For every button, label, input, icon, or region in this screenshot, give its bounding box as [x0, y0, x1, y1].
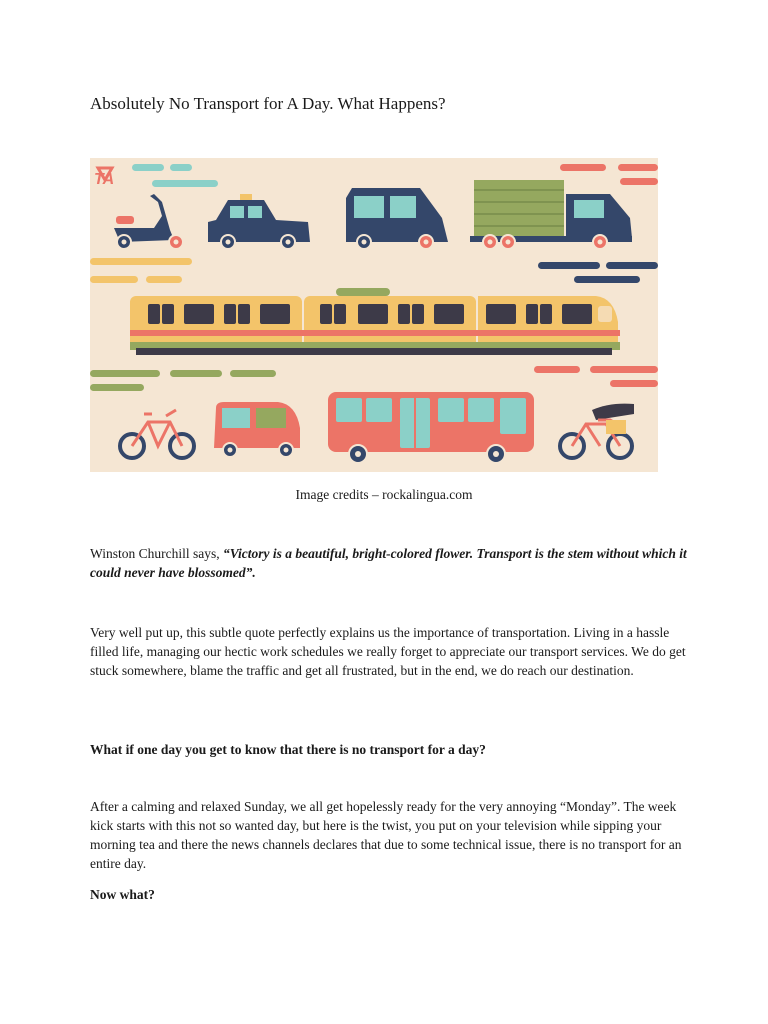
article-title: Absolutely No Transport for A Day. What Happens?: [90, 94, 446, 113]
question-heading: What if one day you get to know that there is no transport for a day?: [90, 742, 486, 757]
quote-lead: Winston Churchill says,: [90, 546, 223, 561]
image-caption: Image credits – rockalingua.com: [295, 487, 473, 502]
ta-logo: [94, 168, 114, 188]
quote-text: “Victory is a beautiful, bright-colored flower. Transport is the stem without which it could never have blossomed”.: [90, 546, 687, 580]
logo-text: TA: [94, 171, 115, 188]
closing-question: Now what?: [90, 887, 155, 902]
transport-illustration: [90, 158, 658, 472]
churchill-quote-paragraph: [90, 544, 690, 582]
intro-paragraph: Very well put up, this subtle quote perfectly explains us the importance of transportation. Living in a hassle filled life, managing our hectic work schedules we really forget to appreciate our transport services. We do get stuck somewhere, blame the traffic and get all frustrated, but in the end, we do reach our destination.: [90, 625, 686, 678]
story-paragraph: After a calming and relaxed Sunday, we all get hopelessly ready for the very annoying “Monday”. The week kick starts with this not so wanted day, but here is the twist, you put on your television while sipping your morning tea and there the news channels declares that due to some technical issue, there is no transport for an entire day.: [90, 799, 682, 871]
train-icon: [130, 288, 620, 355]
